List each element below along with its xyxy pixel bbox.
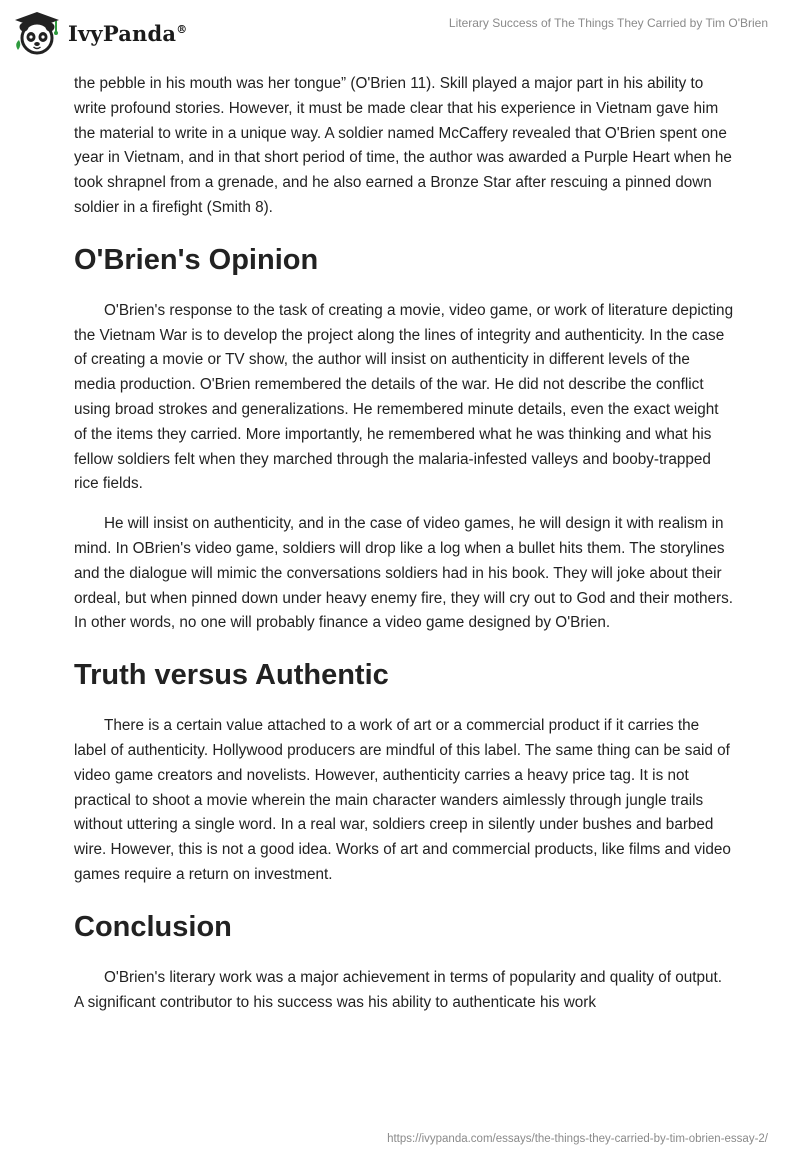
paragraph: O'Brien's literary work was a major achievement in terms of popularity and quality of output. A significant contributor to his success was his ability to authenticate his work (74, 968, 722, 1011)
document-title: Literary Success of The Things They Carried by Tim O'Brien (448, 16, 768, 30)
page-header (0, 0, 800, 70)
ivypanda-logo[interactable] (12, 8, 187, 58)
section-heading-conclusion: Conclusion (74, 910, 232, 943)
source-url-link[interactable]: https://ivypanda.com/essays/the-things-they-carried-by-tim-obrien-essay-2/ (387, 1133, 768, 1145)
panda-graduate-icon (12, 10, 62, 56)
paragraph: He will insist on authenticity, and in the case of video games, he will design it with realism in mind. In OBrien's video game, soldiers will drop like a log when a bullet hits them. The storylines and the dialogue will mimic the conversations soldiers had in his book. They will joke about their ordeal, but when pinned down under heavy enemy fire, they will cry out to God and their mothers. In other words, no one will probably finance a video game designed by O'Brien. (74, 515, 733, 632)
paragraph: There is a certain value attached to a work of art or a commercial product if it carries the label of authenticity. Hollywood producers are mindful of this label. The same thing can be said of video game creators and novelists. However, authenticity carries a heavy price tag. It is not practical to shoot a movie wherein the main character wanders aimlessly through jungle trails without uttering a single word. In a real war, soldiers creep in silently under bushes and barbed wire. However, this is not a good idea. Works of art and commercial products, like films and video games require a return on investment. (74, 717, 731, 883)
section-heading-obriens-opinion: O'Brien's Opinion (74, 243, 319, 276)
section-heading-truth-versus-authentic: Truth versus Authentic (74, 659, 389, 692)
article-body (74, 72, 734, 1030)
paragraph: O'Brien's response to the task of creating a movie, video game, or work of literature depicting the Vietnam War is to develop the project along the lines of integrity and authenticity. In the case of creating a movie or TV show, the author will insist on authenticity in different levels of the media production. O'Brien remembered the details of the war. He did not describe the conflict using broad strokes and generalizations. He remembered minute details, even the exact weight of the items they carried. More importantly, he remembered what he was thinking and what his fellow soldiers felt when they marched through the malaria-infested valleys and booby-trapped rice fields. (74, 301, 734, 493)
intro-paragraph: the pebble in his mouth was her tongue” (O'Brien 11). Skill played a major part in his ability to write profound stories. However, it must be made clear that his experience in Vietnam gave him the material to write in a unique way. A soldier named McCaffery revealed that O'Brien spent one year in Vietnam, and in that short period of time, the author was awarded a Purple Heart when he took shrapnel from a grenade, and he also earned a Bronze Star after rescuing a pinned down soldier in a firefight (Smith 8). (74, 75, 732, 216)
brand-name: IvyPanda® (68, 20, 188, 46)
